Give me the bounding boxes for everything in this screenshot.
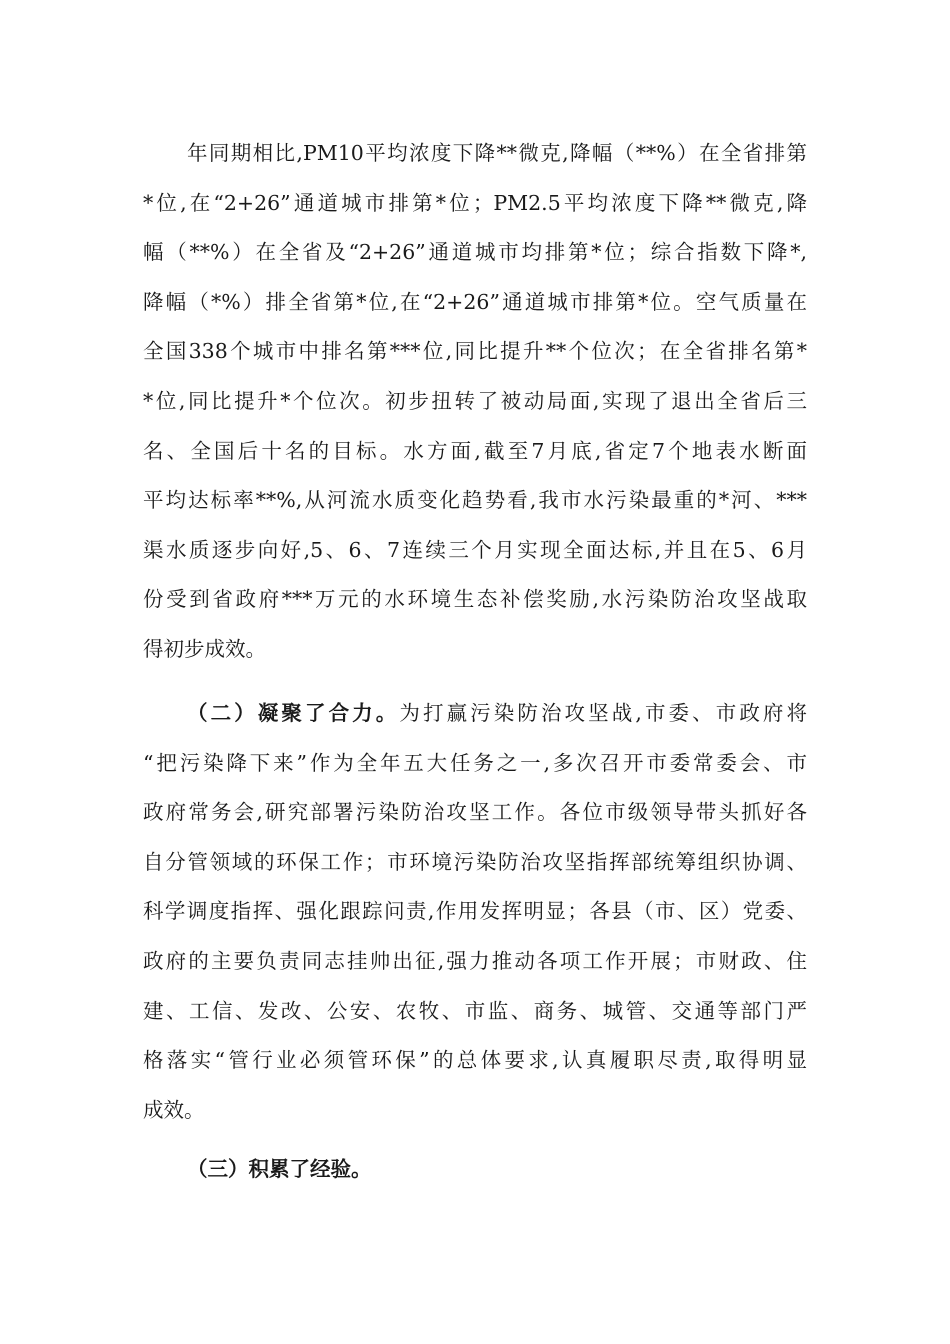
text-line: 成效。 xyxy=(143,1097,205,1122)
text-line: 格落实“管行业必须管环保”的总体要求,认真履职尽责,取得明显 xyxy=(143,1048,807,1073)
text-line: 名、全国后十名的目标。水方面,截至7月底,省定7个地表水断面 xyxy=(143,438,807,463)
paragraph-joint-effort xyxy=(143,689,807,1135)
text-line: 自分管领域的环保工作；市环境污染防治攻坚指挥部统筹组织协调、 xyxy=(143,849,807,874)
text-line: 年同期相比,PM10平均浓度下降**微克,降幅（**%）在全省排第 xyxy=(187,141,807,165)
text-line: 政府的主要负责同志挂帅出征,强力推动各项工作开展；市财政、住 xyxy=(143,948,807,973)
text-line: 平均达标率**%,从河流水质变化趋势看,我市水污染最重的*河、*** xyxy=(143,488,807,513)
section-heading: （二）凝聚了合力。 xyxy=(187,701,400,725)
text-line: *位,同比提升*个位次。初步扭转了被动局面,实现了退出全省后三 xyxy=(143,388,807,413)
text-line: 幅（**%）在全省及“2+26”通道城市均排第*位；综合指数下降*, xyxy=(143,240,807,265)
section-heading: （三）积累了经验。 xyxy=(187,1157,372,1181)
text-line: 降幅（*%）排全省第*位,在“2+26”通道城市排第*位。空气质量在 xyxy=(143,289,807,314)
text-line: 全国338个城市中排名第***位,同比提升**个位次；在全省排名第* xyxy=(143,339,807,364)
text-line: 得初步成效。 xyxy=(143,636,266,661)
paragraph-air-water-results xyxy=(143,129,807,675)
text-line: 科学调度指挥、强化跟踪问责,作用发挥明显；各县（市、区）党委、 xyxy=(143,899,807,924)
text-line xyxy=(143,689,807,739)
text-line xyxy=(143,1145,807,1195)
text-line: *位,在“2+26”通道城市排第*位；PM2.5平均浓度下降**微克,降 xyxy=(143,190,807,215)
text-line: 政府常务会,研究部署污染防治攻坚工作。各位市级领导带头抓好各 xyxy=(143,800,807,825)
text-line: 渠水质逐步向好,5、6、7连续三个月实现全面达标,并且在5、6月 xyxy=(143,537,807,562)
text-run: 为打赢污染防治攻坚战,市委、市政府将 xyxy=(399,701,807,725)
text-line: 建、工信、发改、公安、农牧、市监、商务、城管、交通等部门严 xyxy=(143,998,807,1023)
paragraph-experience xyxy=(143,1145,807,1195)
text-line: 份受到省政府***万元的水环境生态补偿奖励,水污染防治攻坚战取 xyxy=(143,587,807,612)
text-line: “把污染降下来”作为全年五大任务之一,多次召开市委常委会、市 xyxy=(143,750,807,775)
